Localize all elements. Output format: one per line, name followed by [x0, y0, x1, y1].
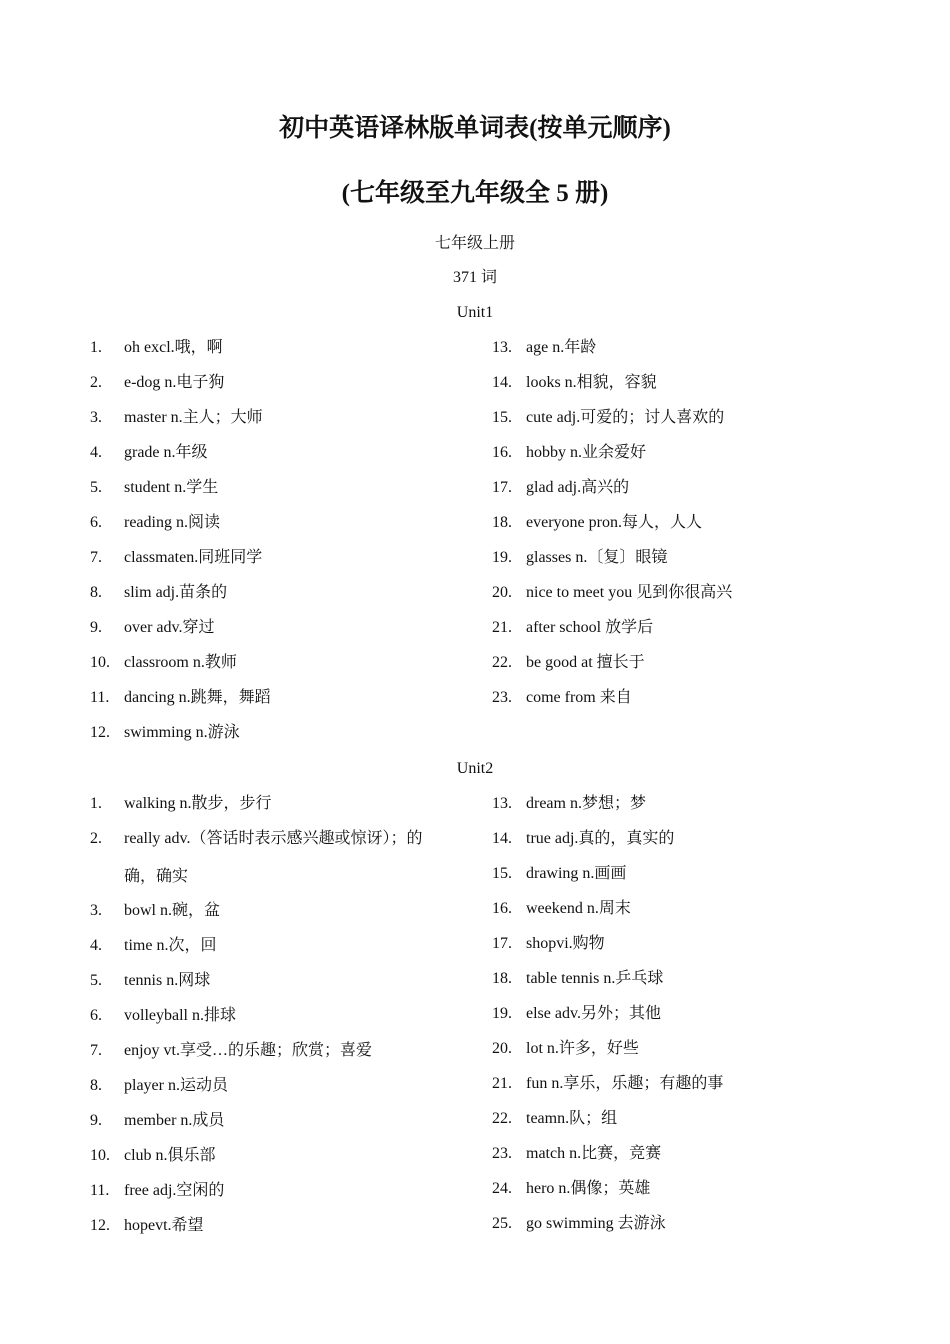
item-entry: e-dog n.电子狗 [124, 374, 225, 391]
item-entry: after school 放学后 [526, 619, 654, 636]
item-entry: come from 来自 [526, 689, 632, 706]
list-item [90, 338, 460, 373]
item-number: 8. [90, 584, 102, 601]
item-number: 7. [90, 1042, 102, 1059]
item-entry: everyone pron.每人，人人 [526, 514, 702, 531]
item-entry: club n.俱乐部 [124, 1147, 216, 1164]
list-item [492, 1109, 892, 1144]
unit1-heading: Unit1 [456, 304, 494, 321]
list-item [492, 653, 892, 688]
unit2-right-list [492, 794, 892, 1249]
item-number: 25. [492, 1215, 512, 1232]
item-entry: table tennis n.乒乓球 [526, 970, 664, 987]
item-entry: glasses n.〔复〕眼镜 [526, 549, 668, 566]
item-entry: walking n.散步，步行 [124, 795, 272, 812]
item-number: 15. [492, 865, 512, 882]
item-entry: teamn.队；组 [526, 1110, 618, 1127]
item-number: 6. [90, 1007, 102, 1024]
list-item [492, 934, 892, 969]
item-entry: grade n.年级 [124, 444, 208, 461]
list-item [492, 583, 892, 618]
list-item [492, 408, 892, 443]
list-item [492, 899, 892, 934]
item-number: 11. [90, 1182, 110, 1199]
item-number: 20. [492, 1040, 512, 1057]
item-entry: drawing n.画画 [526, 865, 627, 882]
unit2-left-list [90, 794, 460, 1251]
item-number: 14. [492, 830, 512, 847]
item-number: 12. [90, 724, 110, 741]
list-item [492, 478, 892, 513]
item-number: 9. [90, 1112, 102, 1129]
item-entry: enjoy vt.享受…的乐趣；欣赏；喜爱 [124, 1042, 372, 1059]
list-item [492, 829, 892, 864]
list-item [492, 1179, 892, 1214]
item-entry: player n.运动员 [124, 1077, 228, 1094]
item-number: 6. [90, 514, 102, 531]
list-item [492, 373, 892, 408]
item-number: 5. [90, 972, 102, 989]
item-entry: true adj.真的，真实的 [526, 830, 675, 847]
item-number: 10. [90, 654, 110, 671]
item-entry: age n.年龄 [526, 339, 597, 356]
item-entry: slim adj.苗条的 [124, 584, 228, 601]
item-number: 5. [90, 479, 102, 496]
unit2-heading: Unit2 [456, 760, 494, 777]
unit1-right-list [492, 338, 892, 723]
list-item [90, 653, 460, 688]
list-item [492, 794, 892, 829]
item-number: 22. [492, 1110, 512, 1127]
item-entry: match n.比赛，竞赛 [526, 1145, 662, 1162]
item-number: 8. [90, 1077, 102, 1094]
item-entry: weekend n.周末 [526, 900, 631, 917]
list-item [492, 443, 892, 478]
list-item [90, 408, 460, 443]
list-item [90, 688, 460, 723]
item-number: 2. [90, 830, 102, 847]
item-entry: fun n.享乐，乐趣；有趣的事 [526, 1075, 724, 1092]
item-number: 21. [492, 619, 512, 636]
item-entry: over adv.穿过 [124, 619, 215, 636]
item-number: 21. [492, 1075, 512, 1092]
item-number: 23. [492, 689, 512, 706]
list-item [90, 1041, 460, 1076]
list-item [90, 1006, 460, 1041]
list-item [90, 548, 460, 583]
item-entry: lot n.许多，好些 [526, 1040, 639, 1057]
item-entry: classmaten.同班同学 [124, 549, 263, 566]
document-title: 初中英语译林版单词表(按单元顺序) [279, 115, 671, 142]
item-number: 11. [90, 689, 110, 706]
list-item [90, 1111, 460, 1146]
item-number: 24. [492, 1180, 512, 1197]
item-number: 19. [492, 549, 512, 566]
item-number: 1. [90, 795, 102, 812]
item-number: 1. [90, 339, 102, 356]
item-entry: looks n.相貌，容貌 [526, 374, 657, 391]
list-item [492, 1144, 892, 1179]
item-entry: member n.成员 [124, 1112, 225, 1129]
item-number: 23. [492, 1145, 512, 1162]
list-item [492, 1004, 892, 1039]
item-entry: free adj.空闲的 [124, 1182, 225, 1199]
list-item [90, 1181, 460, 1216]
item-number: 14. [492, 374, 512, 391]
list-item [492, 1214, 892, 1249]
item-entry: glad adj.高兴的 [526, 479, 630, 496]
item-number: 17. [492, 479, 512, 496]
item-entry: go swimming 去游泳 [526, 1215, 666, 1232]
item-number: 4. [90, 937, 102, 954]
list-item [492, 1074, 892, 1109]
item-number: 18. [492, 514, 512, 531]
item-number: 3. [90, 902, 102, 919]
item-number: 20. [492, 584, 512, 601]
item-number: 7. [90, 549, 102, 566]
list-item [90, 1216, 460, 1251]
item-entry: tennis n.网球 [124, 972, 211, 989]
item-entry: student n.学生 [124, 479, 219, 496]
list-item [90, 901, 460, 936]
list-item [492, 618, 892, 653]
item-number: 12. [90, 1217, 110, 1234]
list-item [492, 688, 892, 723]
item-entry: time n.次，回 [124, 937, 217, 954]
volume-label: 七年级上册 [434, 235, 515, 252]
item-entry: really adv.（答话时表示感兴趣或惊讶）；的确，确实 [124, 830, 423, 885]
item-entry: bowl n.碗，盆 [124, 902, 221, 919]
item-entry: hobby n.业余爱好 [526, 444, 647, 461]
item-number: 16. [492, 900, 512, 917]
item-entry: shopvi.购物 [526, 935, 605, 952]
item-number: 13. [492, 339, 512, 356]
item-entry: volleyball n.排球 [124, 1007, 236, 1024]
item-number: 2. [90, 374, 102, 391]
item-number: 19. [492, 1005, 512, 1022]
item-entry: else adv.另外；其他 [526, 1005, 661, 1022]
item-number: 13. [492, 795, 512, 812]
item-number: 16. [492, 444, 512, 461]
list-item [90, 443, 460, 478]
word-count: 371 词 [452, 269, 497, 286]
list-item [90, 971, 460, 1006]
item-entry: reading n.阅读 [124, 514, 220, 531]
item-entry: oh excl.哦，啊 [124, 339, 223, 356]
item-number: 3. [90, 409, 102, 426]
list-item [492, 513, 892, 548]
item-entry: classroom n.教师 [124, 654, 237, 671]
list-item [90, 583, 460, 618]
list-item [492, 548, 892, 583]
item-entry: hopevt.希望 [124, 1217, 204, 1234]
list-item [90, 373, 460, 408]
item-entry: be good at 擅长于 [526, 654, 645, 671]
item-number: 15. [492, 409, 512, 426]
item-number: 4. [90, 444, 102, 461]
unit1-left-list [90, 338, 460, 758]
item-entry: hero n.偶像；英雄 [526, 1180, 651, 1197]
list-item [492, 1039, 892, 1074]
item-entry: swimming n.游泳 [124, 724, 240, 741]
item-number: 9. [90, 619, 102, 636]
item-number: 10. [90, 1147, 110, 1164]
list-item [492, 338, 892, 373]
list-item [90, 1076, 460, 1111]
item-entry: dancing n.跳舞，舞蹈 [124, 689, 271, 706]
item-number: 18. [492, 970, 512, 987]
item-entry: master n.主人；大师 [124, 409, 263, 426]
item-entry: cute adj.可爱的；讨人喜欢的 [526, 409, 725, 426]
item-number: 22. [492, 654, 512, 671]
item-number: 17. [492, 935, 512, 952]
list-item [90, 478, 460, 513]
list-item [90, 723, 460, 758]
list-item [90, 1146, 460, 1181]
list-item [90, 829, 460, 901]
list-item [90, 513, 460, 548]
list-item [492, 864, 892, 899]
item-entry: nice to meet you 见到你很高兴 [526, 584, 733, 601]
list-item [90, 936, 460, 971]
item-entry: dream n.梦想；梦 [526, 795, 646, 812]
list-item [492, 969, 892, 1004]
document-subtitle: (七年级至九年级全 5 册) [341, 180, 609, 207]
list-item [90, 618, 460, 653]
